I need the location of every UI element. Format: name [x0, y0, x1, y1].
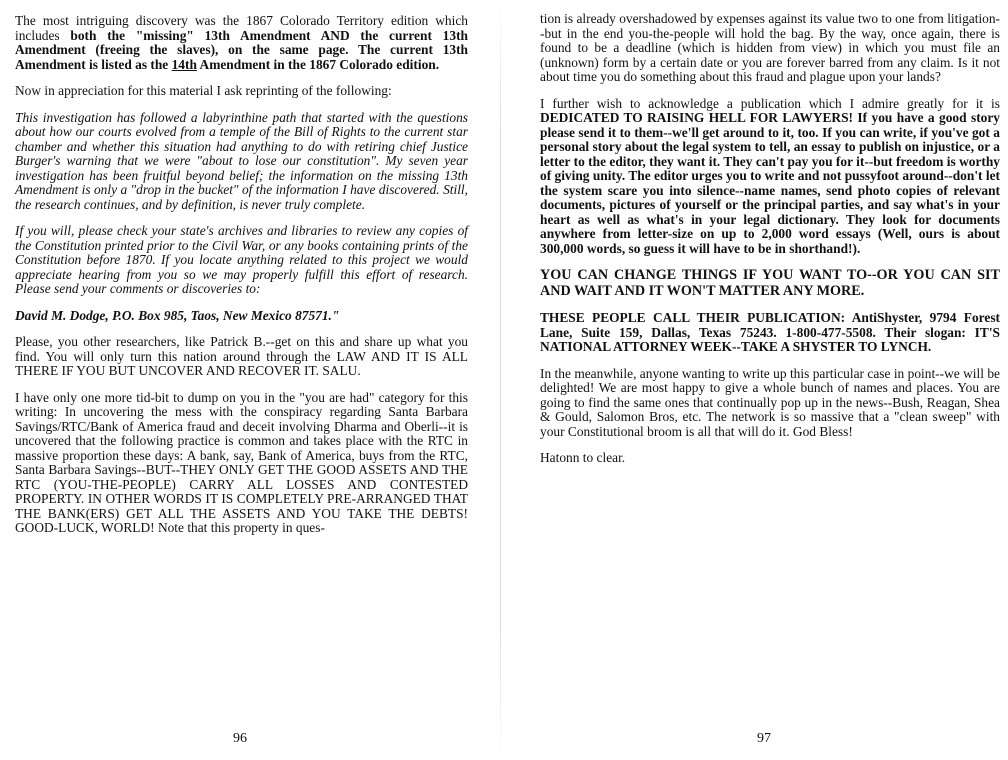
paragraph-quoted-investigation: This investigation has followed a labyrinthine path that started with the questions about how our courts evolved from a temple of the Bill of Rights to the current star chamber and whether this situation had anything to do with retiring chief Justice Burger's warning that we were "about to lose our constitution". My seven year investigation has been fruitful beyond belief; the information on the missing 13th Amendment is only a "drop in the bucket" of the information I have discovered. Still, the research continues, and by definition, is never truly complete.: [15, 109, 468, 212]
paragraph-publication: [540, 97, 1000, 257]
paragraph-meanwhile: In the meanwhile, anyone wanting to write up this particular case in point--we will be delighted! We are most happy to give a whole bunch of names and places. You are going to find the same ones that continually pop up in the news--Bush, Reagan, Shea & Gould, Salomon Bros, etc. The network is so massive that a "clean sweep" with your Constitutional broom is all that will do it. God Bless!: [540, 365, 1000, 439]
paragraph-change-things: YOU CAN CHANGE THINGS IF YOU WANT TO--OR YOU CAN SIT AND WAIT AND IT WON'T MATTER ANY MORE.: [540, 267, 1000, 299]
page-number-left: 96: [233, 731, 247, 746]
paragraph-closing: Hatonn to clear.: [540, 450, 626, 465]
right-page-text: [540, 12, 1000, 478]
page-number-right: 97: [757, 731, 771, 746]
bold-text-run: both the "missing" 13th Amendment AND the current 13th Amendment (freeing the slaves), on the same page. The current 13th Amendment is listed as the: [15, 27, 468, 72]
left-page: [0, 0, 500, 760]
text-run: I further wish to acknowledge a publication which I admire greatly for it is: [540, 95, 1000, 111]
paragraph-continuation: tion is already overshadowed by expenses against its value two to one from litigation--but in the end you-the-people will hold the bag. By the way, once again, there is found to be a deadline (which is hidden from view) in which you must file an (unknown) form by a certain date or you are forever barred from any claim. Is it not about time you do something about this fraud and plague upon your lands?: [540, 11, 1001, 84]
paragraph-colorado-discovery: [15, 14, 468, 72]
bold-text-run: DEDICATED TO RAISING HELL FOR LAWYERS! If you have a good story please send it to them--we'll get around to it, too. If you can write, if you've got a personal story about the legal system to tell, an essay to publish on injustice, or a letter to the editor, they want it. They can't pay you for it--but freedom is worthy of giving unity. The editor urges you to write and not pussyfoot around--don't let the system scare you into silence--name names, send photo copies of relevant documents, pictures of yourself or the principal parties, and say what's in your heart as well as what's in your legal dictionary. They look for documents anywhere from letter-size on up to 2,000 word essays (Well, ours is about 300,000 words, so guess it will have to be in shorthand!).: [540, 110, 1000, 256]
paragraph-antishyster: THESE PEOPLE CALL THEIR PUBLICATION: AntiShyster, 9794 Forest Lane, Suite 159, Dallas, Texas 75243. 1-800-477-5508. Their slogan: IT'S NATIONAL ATTORNEY WEEK--TAKE A SHYSTER TO LYNCH.: [540, 310, 1000, 354]
left-page-text: [15, 14, 468, 548]
paragraph-rtc: I have only one more tid-bit to dump on you in the "you are had" category for this writing: In uncovering the mess with the conspiracy regarding Santa Barbara Savings/RTC/Bank of America fraud and deceit involving Dharma and Oberli--it is uncovered that the following practice is common and takes place with the RTC in massive proportion these days: A bank, say, Bank of America, buys from the RTC, Santa Barbara Savings--BUT--THEY ONLY GET THE GOOD ASSETS AND THE RTC (YOU-THE-PEOPLE) CARRY ALL LOSSES AND CONTESTED PROPERTY. IN OTHER WORDS IT IS COMPLETELY PRE-ARRANGED THAT THE BANK(ERS) GET ALL THE ASSETS AND YOU TAKE THE DEBTS! GOOD-LUCK, WORLD! Note that this property in ques-: [15, 389, 468, 535]
paragraph-address: David M. Dodge, P.O. Box 985, Taos, New Mexico 87571.": [15, 307, 340, 323]
bold-text-run: Amendment in the 1867 Colorado edition.: [196, 56, 440, 72]
right-page: [504, 0, 1008, 760]
page-gutter: [500, 0, 501, 760]
text-run: The most intriguing discovery was the 1867 Colorado Territory edition which includes: [15, 13, 468, 43]
paragraph-appreciation: Now in appreciation for this material I ask reprinting of the following:: [15, 83, 392, 98]
paragraph-quoted-request: If you will, please check your state's archives and libraries to review any copies of the Constitution printed prior to the Civil War, or any books containing prints of the Constitution before 1870. If you locate anything related to this project we would appreciate hearing from you so we may properly fulfill this effort of research. Please send your comments or discoveries to:: [15, 223, 468, 296]
paragraph-researchers: Please, you other researchers, like Patrick B.--get on this and share up what you find. You will only turn this nation around through the LAW AND IT IS ALL THERE IF YOU BUT UNCOVER AND RECOVER IT. SALU.: [15, 334, 468, 378]
underlined-text-run: 14th: [171, 56, 197, 72]
